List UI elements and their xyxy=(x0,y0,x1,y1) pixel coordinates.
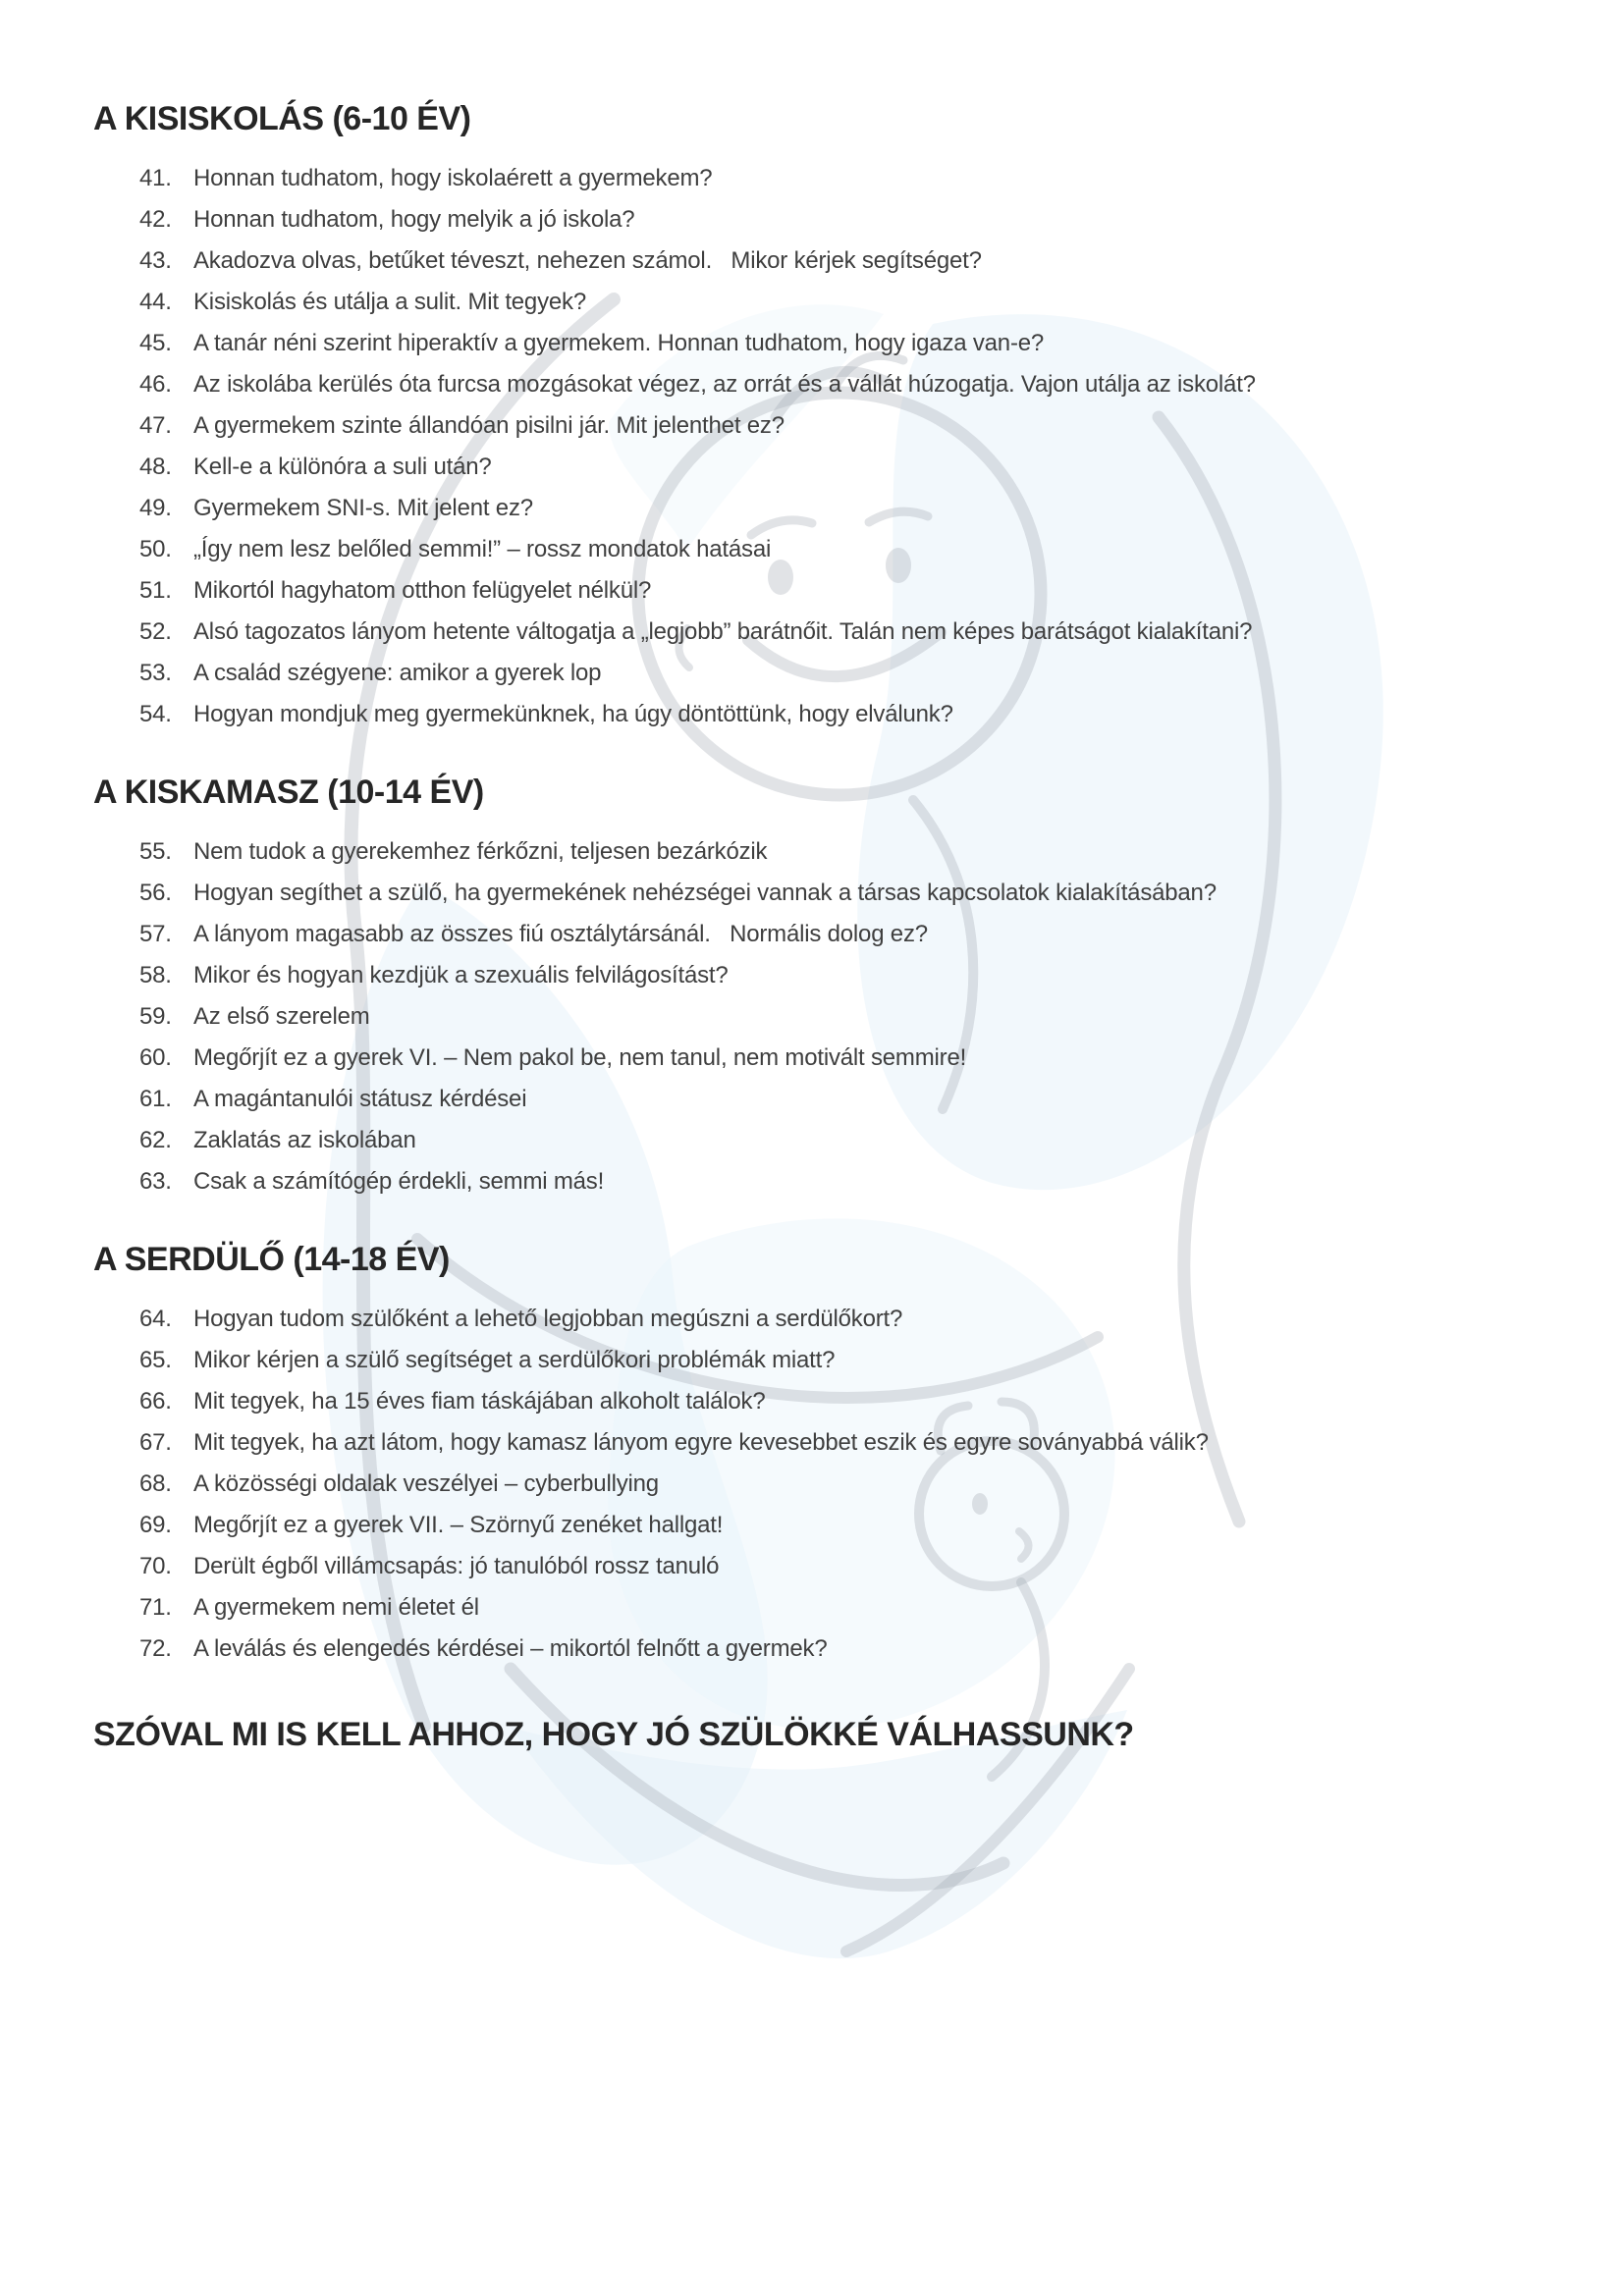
list-item xyxy=(139,199,1565,240)
item-text: Honnan tudhatom, hogy iskolaérett a gyermekem? xyxy=(193,165,713,191)
list-item xyxy=(139,364,1565,405)
item-number: 61. xyxy=(139,1086,172,1112)
question-list xyxy=(139,1299,1565,1670)
item-number: 57. xyxy=(139,921,172,947)
list-item xyxy=(139,612,1565,653)
item-text: Kell-e a különóra a suli után? xyxy=(193,454,492,480)
item-text: Mit tegyek, ha 15 éves fiam táskájában alkoholt találok? xyxy=(193,1388,766,1415)
list-item xyxy=(139,1422,1565,1464)
item-text: Megőrjít ez a gyerek VII. – Szörnyű zenéket hallgat! xyxy=(193,1512,724,1538)
item-number: 64. xyxy=(139,1306,172,1332)
item-number: 63. xyxy=(139,1168,172,1195)
item-number: 44. xyxy=(139,289,172,315)
list-item xyxy=(139,831,1565,873)
item-text: Akadozva olvas, betűket téveszt, nehezen számol. Mikor kérjek segítséget? xyxy=(193,247,982,274)
item-text: A gyermekem szinte állandóan pisilni jár. Mit jelenthet ez? xyxy=(193,412,785,439)
item-number: 65. xyxy=(139,1347,172,1373)
item-text: Az iskolába kerülés óta furcsa mozgásokat végez, az orrát és a vállát húzogatja. Vajon utálja az iskolát? xyxy=(193,371,1256,398)
item-text: „Így nem lesz belőled semmi!” – rossz mondatok hatásai xyxy=(193,536,772,562)
item-text: Hogyan segíthet a szülő, ha gyermekének nehézségei vannak a társas kapcsolatok kialakításában? xyxy=(193,880,1217,906)
item-number: 70. xyxy=(139,1553,172,1579)
item-text: Derült égből villámcsapás: jó tanulóból rossz tanuló xyxy=(193,1553,720,1579)
item-number: 68. xyxy=(139,1470,172,1497)
list-item xyxy=(139,488,1565,529)
item-number: 43. xyxy=(139,247,172,274)
item-text: A közösségi oldalak veszélyei – cyberbullying xyxy=(193,1470,659,1497)
section-serdulo xyxy=(93,1240,1565,1670)
item-number: 53. xyxy=(139,660,172,686)
list-item xyxy=(139,1161,1565,1202)
item-text: Megőrjít ez a gyerek VI. – Nem pakol be, nem tanul, nem motivált semmire! xyxy=(193,1044,967,1071)
item-number: 51. xyxy=(139,577,172,604)
list-item xyxy=(139,955,1565,996)
list-item xyxy=(139,529,1565,570)
item-text: A tanár néni szerint hiperaktív a gyermekem. Honnan tudhatom, hogy igaza van-e? xyxy=(193,330,1045,356)
item-text: Zaklatás az iskolában xyxy=(193,1127,416,1153)
question-list xyxy=(139,158,1565,735)
item-number: 54. xyxy=(139,701,172,727)
item-text: A magántanulói státusz kérdései xyxy=(193,1086,527,1112)
list-item xyxy=(139,1340,1565,1381)
item-number: 58. xyxy=(139,962,172,988)
item-text: Honnan tudhatom, hogy melyik a jó iskola? xyxy=(193,206,635,233)
item-number: 67. xyxy=(139,1429,172,1456)
list-item xyxy=(139,1079,1565,1120)
list-item xyxy=(139,282,1565,323)
section-heading: A SERDÜLŐ (14-18 ÉV) xyxy=(93,1241,450,1278)
item-text: Mikor és hogyan kezdjük a szexuális felvilágosítást? xyxy=(193,962,729,988)
list-item xyxy=(139,570,1565,612)
list-item xyxy=(139,1299,1565,1340)
item-text: Hogyan mondjuk meg gyermekünknek, ha úgy döntöttünk, hogy elválunk? xyxy=(193,701,953,727)
item-text: Gyermekem SNI-s. Mit jelent ez? xyxy=(193,495,533,521)
list-item xyxy=(139,873,1565,914)
item-text: Kisiskolás és utálja a sulit. Mit tegyek? xyxy=(193,289,586,315)
section-heading: A KISISKOLÁS (6-10 ÉV) xyxy=(93,100,471,137)
item-text: A leválás és elengedés kérdései – mikortól felnőtt a gyermek? xyxy=(193,1635,828,1662)
list-item xyxy=(139,653,1565,694)
item-number: 49. xyxy=(139,495,172,521)
item-number: 69. xyxy=(139,1512,172,1538)
item-number: 41. xyxy=(139,165,172,191)
item-number: 59. xyxy=(139,1003,172,1030)
section-kisiskolas xyxy=(93,99,1565,735)
item-text: Mikortól hagyhatom otthon felügyelet nélkül? xyxy=(193,577,652,604)
list-item xyxy=(139,1505,1565,1546)
list-item xyxy=(139,447,1565,488)
section-heading: A KISKAMASZ (10-14 ÉV) xyxy=(93,774,484,811)
section-kiskamasz xyxy=(93,773,1565,1202)
item-text: Alsó tagozatos lányom hetente váltogatja a „legjobb” barátnőit. Talán nem képes barátságot kialakítani? xyxy=(193,618,1253,645)
item-text: A család szégyene: amikor a gyerek lop xyxy=(193,660,602,686)
list-item xyxy=(139,1464,1565,1505)
item-number: 60. xyxy=(139,1044,172,1071)
list-item xyxy=(139,405,1565,447)
item-text: Mikor kérjen a szülő segítséget a serdülőkori problémák miatt? xyxy=(193,1347,836,1373)
item-number: 47. xyxy=(139,412,172,439)
item-text: Hogyan tudom szülőként a lehető legjobban megúszni a serdülőkort? xyxy=(193,1306,903,1332)
item-text: Nem tudok a gyerekemhez férkőzni, teljesen bezárkózik xyxy=(193,838,768,865)
item-number: 56. xyxy=(139,880,172,906)
item-number: 45. xyxy=(139,330,172,356)
list-item xyxy=(139,158,1565,199)
item-text: Csak a számítógép érdekli, semmi más! xyxy=(193,1168,605,1195)
list-item xyxy=(139,1546,1565,1587)
item-number: 46. xyxy=(139,371,172,398)
list-item xyxy=(139,1038,1565,1079)
list-item xyxy=(139,323,1565,364)
question-list xyxy=(139,831,1565,1202)
item-number: 42. xyxy=(139,206,172,233)
list-item xyxy=(139,694,1565,735)
list-item xyxy=(139,996,1565,1038)
item-number: 48. xyxy=(139,454,172,480)
item-number: 72. xyxy=(139,1635,172,1662)
item-text: A lányom magasabb az összes fiú osztálytársánál. Normális dolog ez? xyxy=(193,921,928,947)
list-item xyxy=(139,914,1565,955)
list-item xyxy=(139,1381,1565,1422)
list-item xyxy=(139,1120,1565,1161)
item-text: Az első szerelem xyxy=(193,1003,370,1030)
list-item xyxy=(139,1629,1565,1670)
closing-heading: SZÓVAL MI IS KELL AHHOZ, HOGY JÓ SZÜLÖKKÉ VÁLHASSUNK? xyxy=(93,1716,1134,1753)
item-number: 55. xyxy=(139,838,172,865)
item-text: Mit tegyek, ha azt látom, hogy kamasz lányom egyre kevesebbet eszik és egyre soványabbá válik? xyxy=(193,1429,1209,1456)
item-number: 62. xyxy=(139,1127,172,1153)
item-text: A gyermekem nemi életet él xyxy=(193,1594,479,1621)
item-number: 52. xyxy=(139,618,172,645)
item-number: 66. xyxy=(139,1388,172,1415)
item-number: 71. xyxy=(139,1594,172,1621)
list-item xyxy=(139,240,1565,282)
item-number: 50. xyxy=(139,536,172,562)
list-item xyxy=(139,1587,1565,1629)
